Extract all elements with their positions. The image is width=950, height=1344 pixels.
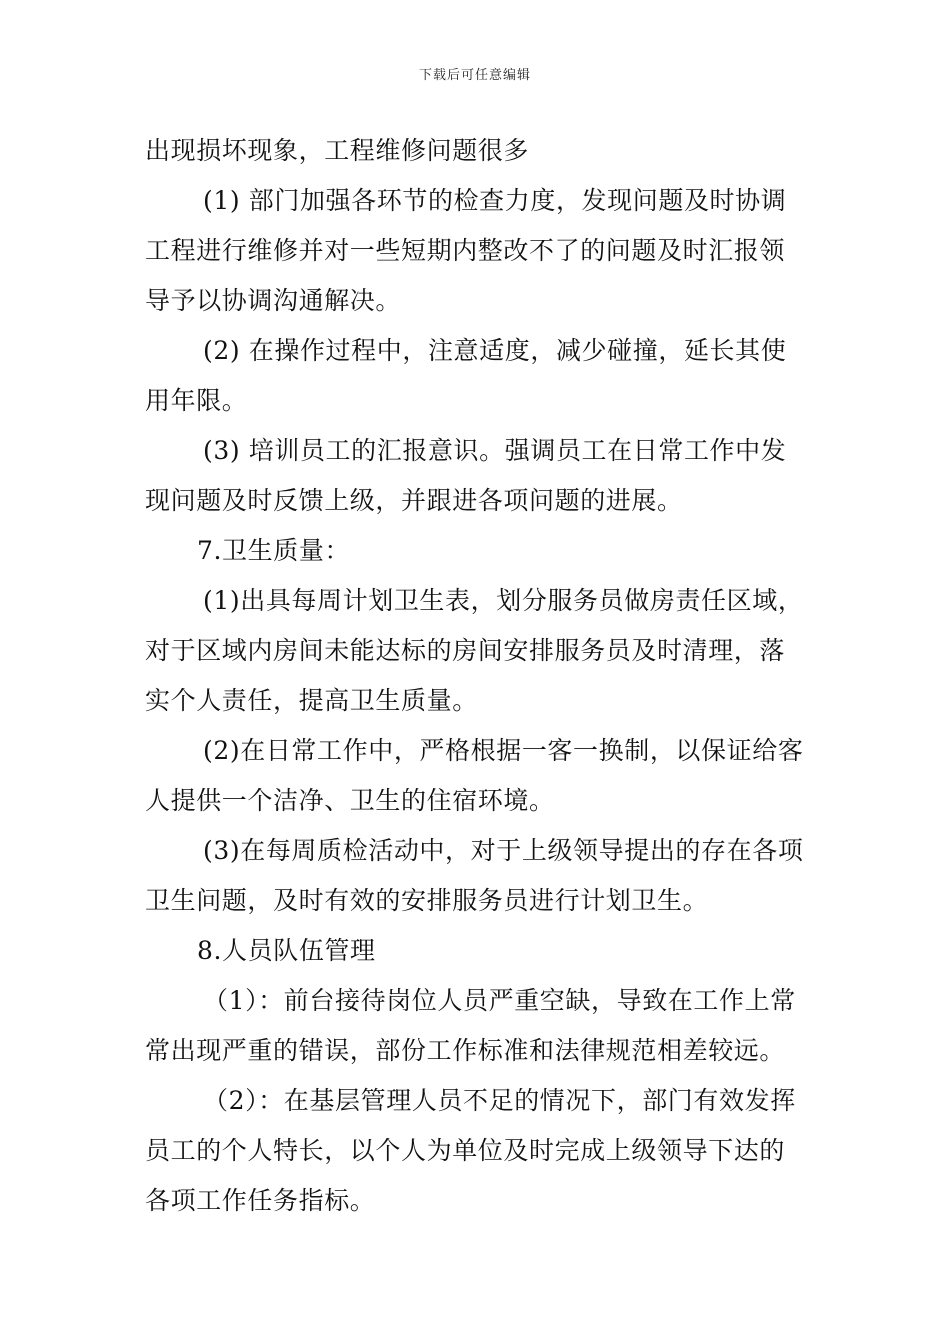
text-line: 用年限。 [145, 386, 248, 415]
text-line: 卫生问题，及时有效的安排服务员进行计划卫生。 [145, 886, 709, 915]
text-line: (1) 部门加强各环节的检查力度，发现问题及时协调 [203, 186, 787, 215]
text-line: 导予以协调沟通解决。 [145, 286, 402, 315]
text-line: 工程进行维修并对一些短期内整改不了的问题及时汇报领 [145, 236, 786, 265]
page-header-note: 下载后可任意编辑 [418, 68, 531, 83]
text-line: 常出现严重的错误，部份工作标准和法律规范相差较远。 [145, 1036, 786, 1065]
text-line: 对于区域内房间未能达标的房间安排服务员及时清理，落 [145, 636, 786, 665]
text-line: (2)在日常工作中，严格根据一客一换制，以保证给客 [203, 736, 804, 765]
text-line: （2）：在基层管理人员不足的情况下，部门有效发挥 [203, 1086, 796, 1115]
section-heading: 8.人员队伍管理 [197, 936, 376, 965]
text-line: (2) 在操作过程中，注意适度，减少碰撞，延长其使 [203, 336, 787, 365]
section-heading: 7.卫生质量： [197, 536, 351, 565]
text-line: 出现损坏现象，工程维修问题很多 [145, 136, 530, 165]
text-line: 各项工作任务指标。 [145, 1186, 376, 1215]
text-line: （1）：前台接待岗位人员严重空缺，导致在工作上常 [203, 986, 796, 1015]
document-body [145, 126, 810, 1226]
text-line: 员工的个人特长，以个人为单位及时完成上级领导下达的 [145, 1136, 786, 1165]
text-line: 实个人责任，提高卫生质量。 [145, 686, 478, 715]
text-line: 人提供一个洁净、卫生的住宿环境。 [145, 786, 555, 815]
text-line: (1)出具每周计划卫生表，划分服务员做房责任区域， [203, 586, 804, 615]
text-line: (3) 培训员工的汇报意识。强调员工在日常工作中发 [203, 436, 787, 465]
text-line: (3)在每周质检活动中，对于上级领导提出的存在各项 [203, 836, 804, 865]
text-line: 现问题及时反馈上级，并跟进各项问题的进展。 [145, 486, 683, 515]
